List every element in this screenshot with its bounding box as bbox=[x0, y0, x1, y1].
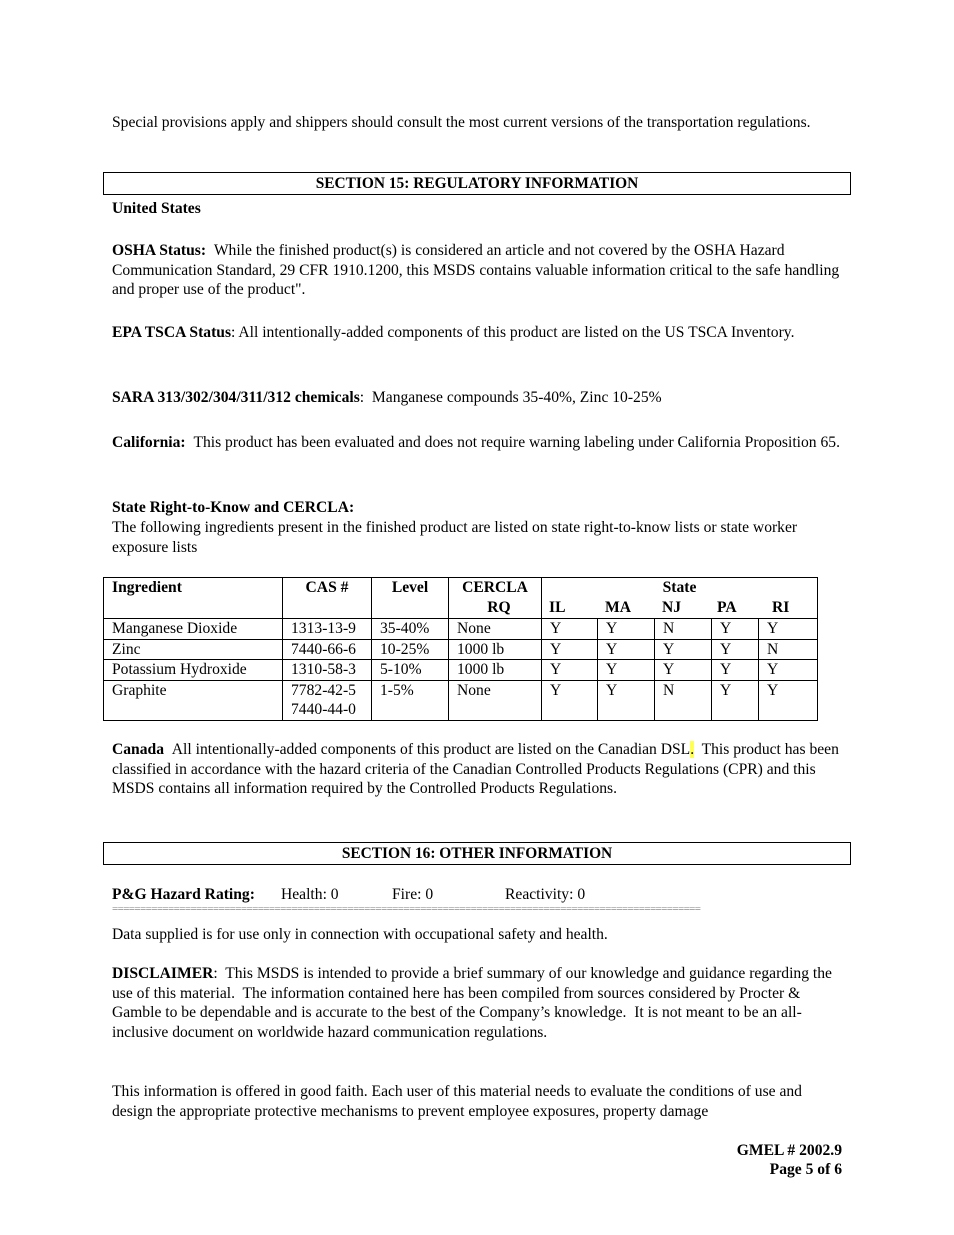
epa-tsca-paragraph bbox=[112, 323, 842, 343]
sara-paragraph bbox=[112, 388, 842, 408]
cell-pa: Y bbox=[712, 619, 759, 640]
epa-text: : All intentionally-added components of this product are listed on the US TSCA Inventory. bbox=[231, 324, 795, 341]
cell-il: Y bbox=[542, 619, 598, 640]
table-header-row bbox=[104, 578, 818, 619]
cell-cas: 1313-13-9 bbox=[283, 619, 372, 640]
good-faith-paragraph: This information is offered in good faith. Each user of this material needs to evaluate the conditions of use and design the appropriate protective mechanisms to prevent employee exposures, property damage bbox=[112, 1083, 802, 1120]
ingredients-table bbox=[103, 577, 818, 721]
united-states-heading: United States bbox=[112, 200, 201, 217]
cell-ma: Y bbox=[598, 639, 655, 660]
cell-nj: Y bbox=[655, 639, 712, 660]
table-row bbox=[104, 660, 818, 681]
california-paragraph bbox=[112, 433, 842, 453]
cell-ingredient: Graphite bbox=[104, 680, 283, 720]
cell-cas-line2: 7440-44-0 bbox=[291, 701, 356, 718]
header-level: Level bbox=[372, 578, 449, 619]
sara-text: : Manganese compounds 35-40%, Zinc 10-25% bbox=[359, 389, 662, 406]
header-state-columns bbox=[542, 598, 817, 617]
cell-nj: N bbox=[655, 680, 712, 720]
cell-ri: N bbox=[759, 639, 818, 660]
separator-line: ========================================================================================================= bbox=[112, 905, 701, 914]
table-row bbox=[104, 619, 818, 640]
cell-cas: 1310-58-3 bbox=[283, 660, 372, 681]
cell-il: Y bbox=[542, 660, 598, 681]
california-label: California: bbox=[112, 434, 186, 451]
hazard-rating-label: P&G Hazard Rating: bbox=[112, 886, 255, 903]
canada-label: Canada bbox=[112, 741, 164, 758]
cell-cercla: 1000 lb bbox=[449, 639, 542, 660]
cell-ma: Y bbox=[598, 680, 655, 720]
cell-il: Y bbox=[542, 680, 598, 720]
header-cas: CAS # bbox=[283, 578, 372, 619]
intro-paragraph: Special provisions apply and shippers should consult the most current versions of the transportation regulations. bbox=[112, 114, 811, 131]
cell-ingredient: Zinc bbox=[104, 639, 283, 660]
disclaimer-paragraph bbox=[112, 964, 842, 1042]
canada-paragraph bbox=[112, 740, 842, 799]
cell-cas-line1: 7782-42-5 bbox=[291, 681, 356, 699]
cell-ingredient: Manganese Dioxide bbox=[104, 619, 283, 640]
cell-il: Y bbox=[542, 639, 598, 660]
cell-nj: N bbox=[655, 619, 712, 640]
header-pa: PA bbox=[717, 598, 737, 616]
header-ma: MA bbox=[605, 598, 631, 616]
header-il: IL bbox=[549, 598, 566, 616]
document-id: GMEL # 2002.9 bbox=[736, 1142, 842, 1159]
cell-ri: Y bbox=[759, 680, 818, 720]
cell-cercla: None bbox=[449, 619, 542, 640]
rtk-heading: State Right-to-Know and CERCLA: bbox=[112, 499, 355, 516]
cell-pa: Y bbox=[712, 639, 759, 660]
header-nj: NJ bbox=[662, 598, 682, 616]
cell-nj: Y bbox=[655, 660, 712, 681]
cell-level: 35-40% bbox=[372, 619, 449, 640]
health-rating: Health: 0 bbox=[281, 886, 339, 903]
header-ingredient: Ingredient bbox=[104, 578, 283, 619]
fire-rating: Fire: 0 bbox=[392, 886, 434, 903]
header-ri: RI bbox=[772, 598, 790, 616]
page-number: Page 5 of 6 bbox=[769, 1161, 842, 1178]
osha-label: OSHA Status: bbox=[112, 242, 207, 259]
disclaimer-text: : This MSDS is intended to provide a brief summary of our knowledge and guidance regarding the use of this material. The information contained here has been compiled from sources considered by Procter & Gamble to be dependable and is accurate to the best of the Company’s knowledge. It is not meant to be an all-inclusive document on worldwide hazard communication regulations. bbox=[112, 965, 836, 1041]
table-row bbox=[104, 680, 818, 720]
sara-label: SARA 313/302/304/311/312 chemicals bbox=[112, 389, 360, 406]
highlight-mark: . bbox=[690, 741, 695, 758]
table-row bbox=[104, 639, 818, 660]
header-cercla bbox=[449, 578, 542, 619]
section-15-header: SECTION 15: REGULATORY INFORMATION bbox=[103, 172, 851, 195]
cell-cercla: None bbox=[449, 680, 542, 720]
cell-ma: Y bbox=[598, 660, 655, 681]
section-16-header: SECTION 16: OTHER INFORMATION bbox=[103, 842, 851, 865]
rtk-paragraph: The following ingredients present in the finished product are listed on state right-to-know lists or state worker exposure lists bbox=[112, 519, 798, 556]
cell-level: 5-10% bbox=[372, 660, 449, 681]
osha-text: While the finished product(s) is considered an article and not covered by the OSHA Hazard Communication Standard, 29 CFR 1910.1200, this MSDS contains valuable information critical to the safe handling and proper use of the product". bbox=[112, 242, 840, 299]
osha-status-paragraph bbox=[112, 241, 842, 300]
header-rq: RQ bbox=[487, 598, 511, 616]
cell-ma: Y bbox=[598, 619, 655, 640]
cell-cas bbox=[283, 680, 372, 720]
cell-level: 10-25% bbox=[372, 639, 449, 660]
cell-level: 1-5% bbox=[372, 680, 449, 720]
cell-ri: Y bbox=[759, 619, 818, 640]
california-text: This product has been evaluated and does not require warning labeling under California Proposition 65. bbox=[193, 434, 840, 451]
cell-ingredient: Potassium Hydroxide bbox=[104, 660, 283, 681]
cell-cas: 7440-66-6 bbox=[283, 639, 372, 660]
hazard-rating-line bbox=[112, 885, 842, 905]
canada-text-a: All intentionally-added components of this product are listed on the Canadian DSL bbox=[171, 741, 691, 758]
canada-text-b: This product has been classified in accordance with the hazard criteria of the Canadian Controlled Products Regulations (CPR) and this MSDS contains all information required by the Controlled Products Regulations. bbox=[112, 741, 843, 798]
epa-label: EPA TSCA Status bbox=[112, 324, 232, 341]
header-state-label: State bbox=[662, 579, 697, 596]
cell-pa: Y bbox=[712, 680, 759, 720]
cell-cercla: 1000 lb bbox=[449, 660, 542, 681]
cell-ri: Y bbox=[759, 660, 818, 681]
header-state bbox=[542, 578, 818, 619]
data-note: Data supplied is for use only in connection with occupational safety and health. bbox=[112, 926, 608, 943]
cell-pa: Y bbox=[712, 660, 759, 681]
reactivity-rating: Reactivity: 0 bbox=[505, 886, 586, 903]
header-cercla-line1: CERCLA bbox=[462, 579, 528, 596]
disclaimer-label: DISCLAIMER bbox=[112, 965, 214, 982]
